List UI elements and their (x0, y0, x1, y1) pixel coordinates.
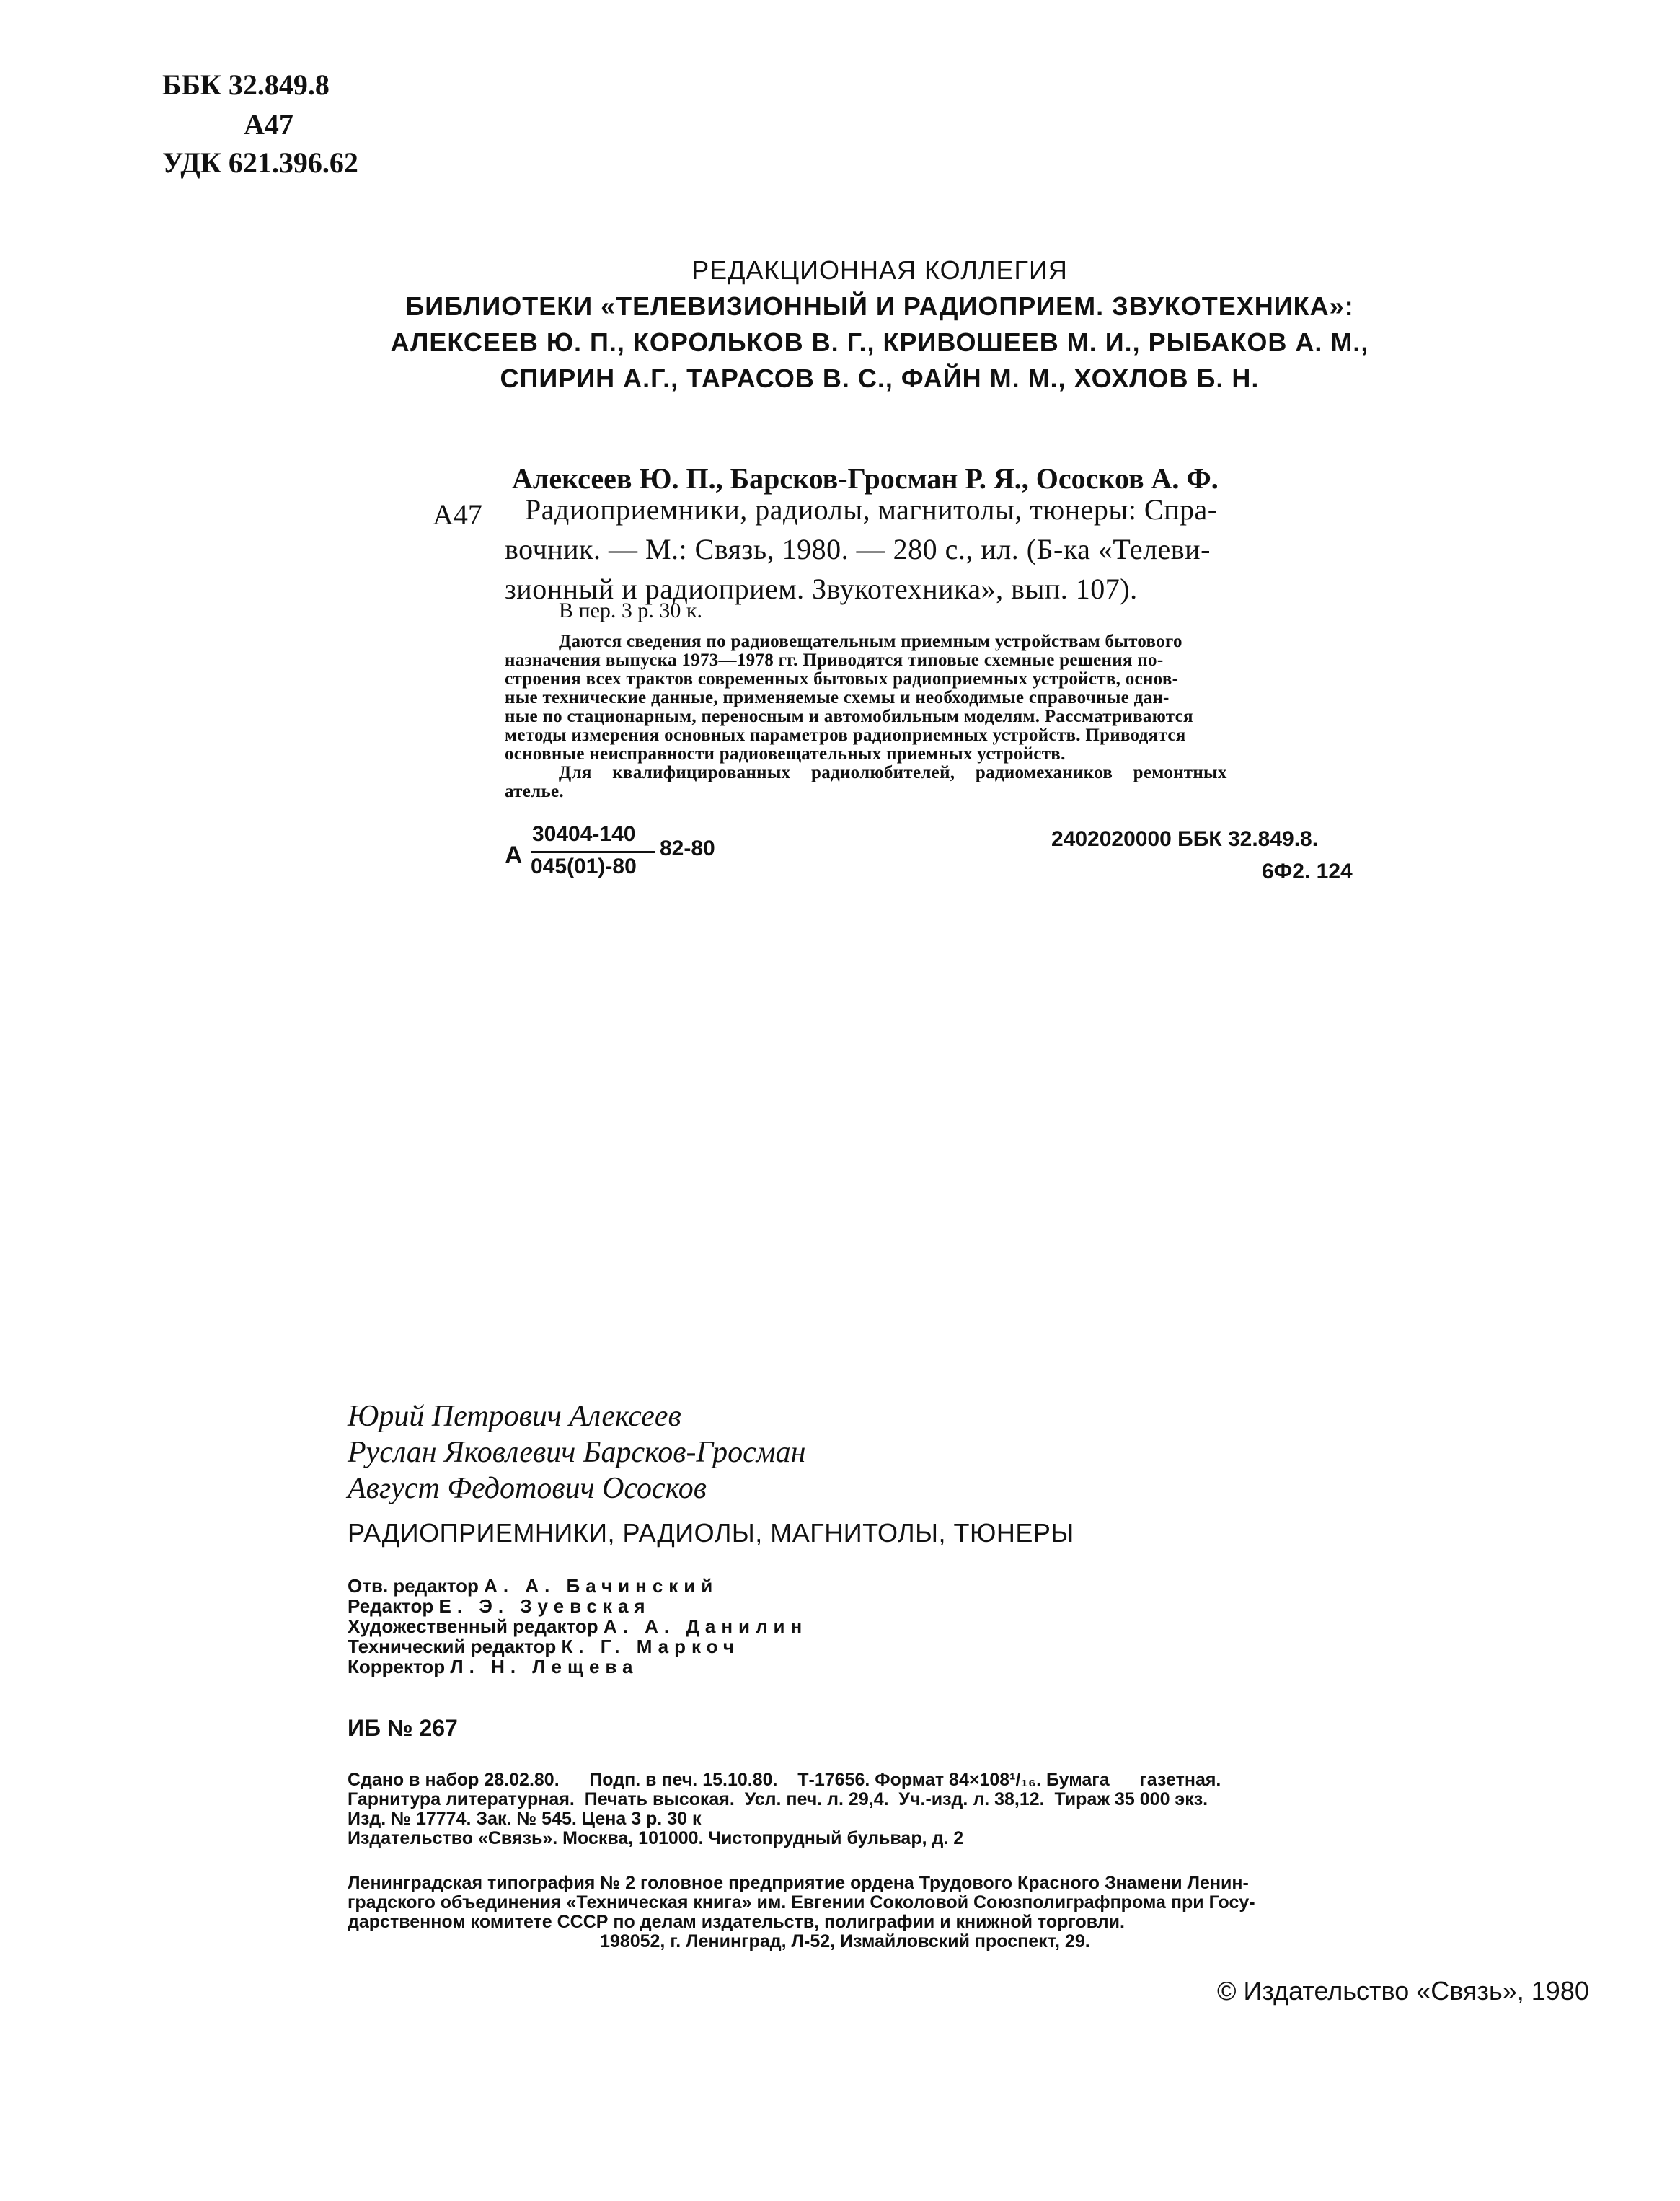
copyright: © Издательство «Связь», 1980 (1217, 1976, 1589, 2006)
annotation-line: методы измерения основных параметров радиоприемных устройств. Приводятся (505, 725, 1186, 745)
card-title-line3: зионный и радиоприем. Звукотехника», вып. 107). (505, 573, 1138, 605)
annotation-line: ные по стационарным, переносным и автомобильным моделям. Рассматриваются (505, 707, 1193, 726)
right-index-2: 6Ф2. 124 (1262, 860, 1353, 883)
author-name-3: Август Федотович Ососков (348, 1472, 707, 1505)
author-name-2: Руслан Яковлевич Барсков-Гросман (348, 1436, 806, 1469)
printer-line: дарственном комитете СССР по делам издательств, полиграфии и книжной торговли. (348, 1912, 1125, 1932)
board-members-1: АЛЕКСЕЕВ Ю. П., КОРОЛЬКОВ В. Г., КРИВОШЕЕВ М. И., РЫБАКОВ А. М., (390, 327, 1369, 357)
printer-block (348, 1874, 1255, 1951)
staff-role: Художественный редактор (348, 1615, 598, 1637)
card-title-line1: Радиоприемники, радиолы, магнитолы, тюнеры: Спра- (525, 493, 1218, 526)
staff-name: Е. Э. Зуевская (438, 1595, 651, 1617)
staff-name: А. А. Данилин (603, 1615, 808, 1637)
imprint-line: Изд. № 17774. Зак. № 545. Цена 3 р. 30 к (348, 1809, 702, 1829)
author-name-1: Юрий Петрович Алексеев (348, 1400, 681, 1433)
card-annotation (505, 632, 1370, 801)
index-suffix: 82-80 (660, 837, 715, 860)
staff-role: Технический редактор (348, 1636, 557, 1657)
staff-role: Корректор (348, 1656, 446, 1677)
index-letter: А (505, 842, 523, 869)
imprint-line: Гарнитура литературная. Печать высокая. Усл. печ. л. 29,4. Уч.-изд. л. 38,12. Тираж 35 000 экз. (348, 1789, 1208, 1809)
imprint-line: Издательство «Связь». Москва, 101000. Чистопрудный бульвар, д. 2 (348, 1828, 964, 1848)
card-title-line2: вочник. — М.: Связь, 1980. — 280 с., ил. (Б-ка «Телеви- (505, 533, 1211, 565)
staff-role: Отв. редактор (348, 1575, 479, 1597)
author-code: А47 (244, 108, 293, 141)
annotation-line: Для квалифицированных радиолюбителей, радиомехаников ремонтных (559, 763, 1227, 782)
printer-line: 198052, г. Ленинград, Л-52, Измайловский проспект, 29. (600, 1931, 1090, 1951)
card-price: В пер. 3 р. 30 к. (559, 599, 702, 622)
staff-role: Редактор (348, 1595, 434, 1617)
index-numerator: 30404-140 (532, 822, 636, 846)
staff-name: А. А. Бачинский (484, 1575, 719, 1597)
bbk-code: ББК 32.849.8 (162, 69, 330, 101)
card-authors: Алексеев Ю. П., Барсков-Гросман Р. Я., Ососков А. Ф. (512, 462, 1219, 495)
staff-list (348, 1576, 808, 1677)
right-index-1: 2402020000 ББК 32.849.8. (1051, 827, 1319, 851)
editorial-board (317, 252, 1442, 397)
index-denominator: 045(01)-80 (531, 855, 637, 878)
annotation-line: строения всех трактов современных бытовых радиоприемных устройств, основ- (505, 669, 1179, 689)
staff-row (348, 1616, 808, 1636)
staff-name: К. Г. Маркоч (561, 1636, 740, 1657)
annotation-line: ные технические данные, применяемые схемы и необходимые справочные дан- (505, 688, 1170, 707)
annotation-line: основные неисправности радиовещательных приемных устройств. (505, 744, 1066, 764)
fraction-bar (531, 851, 655, 853)
annotation-line: ателье. (505, 782, 564, 801)
printer-line: Ленинградская типография № 2 головное предприятие ордена Трудового Красного Знамени Ленин- (348, 1873, 1249, 1893)
imprint-line: Сдано в набор 28.02.80. Подп. в печ. 15.10.80. Т-17656. Формат 84×108¹/₁₆. Бумага газетная. (348, 1770, 1221, 1790)
staff-row (348, 1596, 808, 1616)
staff-row (348, 1657, 808, 1677)
imprint-block (348, 1770, 1221, 1848)
ib-number: ИБ № 267 (348, 1715, 458, 1741)
board-heading: РЕДАКЦИОННАЯ КОЛЛЕГИЯ (691, 255, 1068, 285)
board-members-2: СПИРИН А.Г., ТАРАСОВ В. С., ФАЙН М. М., ХОХЛОВ Б. Н. (500, 363, 1260, 393)
staff-row (348, 1636, 808, 1657)
annotation-line: Даются сведения по радиовещательным приемным устройствам бытового (559, 632, 1182, 651)
book-title: РАДИОПРИЕМНИКИ, РАДИОЛЫ, МАГНИТОЛЫ, ТЮНЕРЫ (348, 1518, 1074, 1548)
card-code: А47 (433, 498, 482, 531)
annotation-line: назначения выпуска 1973—1978 гг. Приводятся типовые схемные решения по- (505, 650, 1164, 670)
staff-name: Л. Н. Лещева (450, 1656, 639, 1677)
printer-line: градского объединения «Техническая книга» им. Евгении Соколовой Союзполиграфпрома при Госу- (348, 1892, 1255, 1913)
staff-row (348, 1576, 808, 1596)
board-library: БИБЛИОТЕКИ «ТЕЛЕВИЗИОННЫЙ И РАДИОПРИЕМ. ЗВУКОТЕХНИКА»: (405, 291, 1354, 321)
udk-code: УДК 621.396.62 (162, 146, 358, 179)
